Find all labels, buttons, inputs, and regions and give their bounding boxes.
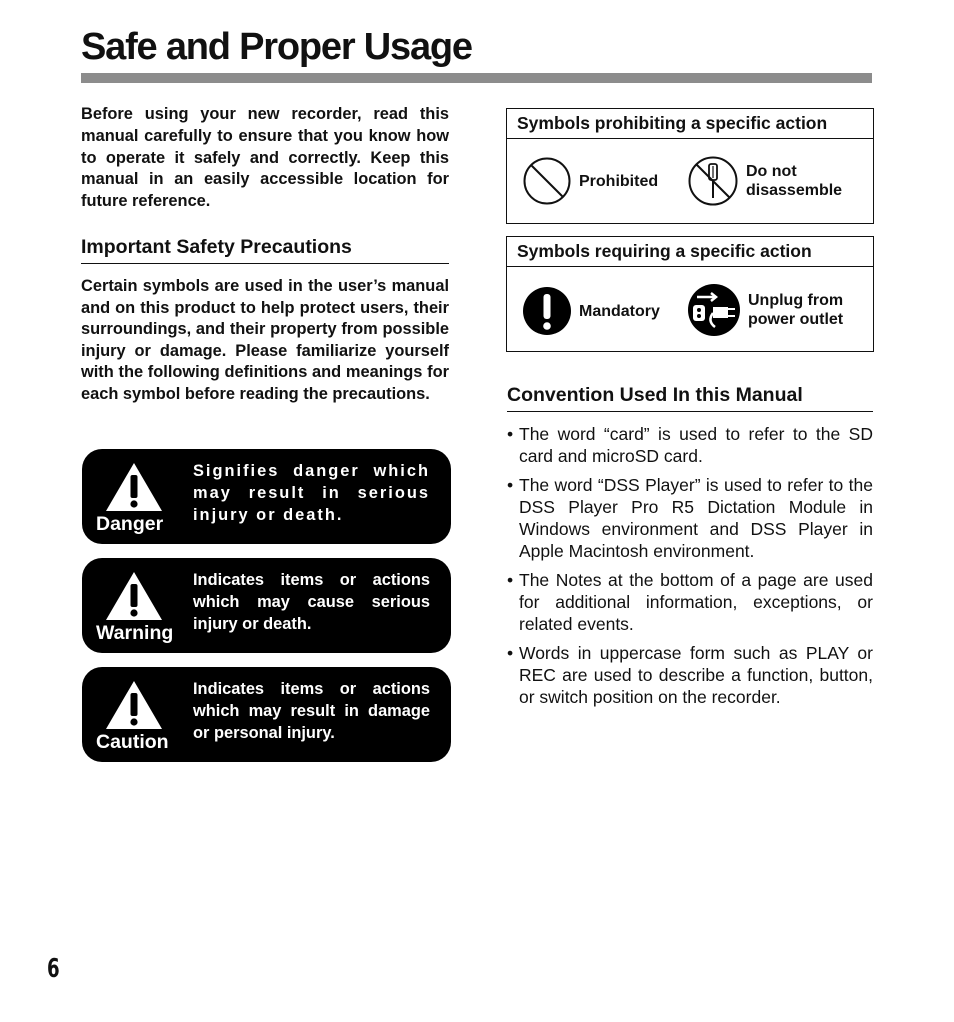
list-item: • The Notes at the bottom of a page are used for additional information, exceptions, or related events. xyxy=(507,570,873,634)
caution-desc: Indicates items or actions which may result in damage or personal injury. xyxy=(193,680,430,742)
unplug-label: Unplug from power outlet xyxy=(748,292,844,328)
mandatory-icon xyxy=(522,286,572,336)
list-item: • Words in uppercase form such as PLAY or REC are used to describe a function, button, or switch position on the recorder. xyxy=(507,643,873,707)
unplug-symbol xyxy=(687,283,858,337)
caution-label: Caution xyxy=(96,731,169,753)
prohibited-icon xyxy=(522,156,572,206)
danger-label: Danger xyxy=(96,513,164,535)
page-title: Safe and Proper Usage xyxy=(81,26,472,68)
bullet-icon: • xyxy=(507,424,514,444)
bullet-icon: • xyxy=(507,475,514,495)
page-number: 6 xyxy=(47,954,60,984)
do-not-disassemble-symbol xyxy=(687,155,856,207)
do-not-disassemble-icon xyxy=(687,155,739,207)
prohibit-symbols-box xyxy=(506,108,874,224)
caution-panel xyxy=(82,667,451,762)
bullet-icon: • xyxy=(507,643,514,663)
warning-triangle-icon xyxy=(104,461,164,513)
bullet-icon: • xyxy=(507,570,514,590)
safety-heading: Important Safety Precautions xyxy=(81,236,449,264)
danger-desc: Signifies danger which may result in serious injury or death. xyxy=(193,462,430,524)
danger-panel xyxy=(82,449,451,544)
warning-panel xyxy=(82,558,451,653)
warning-label: Warning xyxy=(96,622,174,644)
intro-paragraph: Before using your new recorder, read this manual carefully to ensure that you know how to operate it safely and correctly. Keep this manual in an easily accessible location for future reference. xyxy=(81,105,449,211)
title-rule xyxy=(81,73,872,83)
require-box-heading: Symbols requiring a specific action xyxy=(507,237,873,267)
convention-list xyxy=(507,423,873,715)
mandatory-label: Mandatory xyxy=(579,302,660,320)
warning-desc: Indicates items or actions which may cause serious injury or death. xyxy=(193,571,430,633)
do-not-disassemble-label: Do not disassemble xyxy=(746,163,843,199)
warning-triangle-icon xyxy=(104,679,164,731)
list-item: • The word “card” is used to refer to the SD card and microSD card. xyxy=(507,424,873,466)
require-symbols-box xyxy=(506,236,874,352)
convention-heading: Convention Used In this Manual xyxy=(507,384,873,412)
prohibit-box-heading: Symbols prohibiting a specific action xyxy=(507,109,873,139)
list-item: • The word “DSS Player” is used to refer to the DSS Player Pro R5 Dictation Module in Windows environment and DSS Player in Apple Macintosh environment. xyxy=(507,475,873,561)
prohibited-label: Prohibited xyxy=(579,172,659,190)
prohibited-symbol xyxy=(522,156,658,206)
warning-triangle-icon xyxy=(104,570,164,622)
mandatory-symbol xyxy=(522,286,660,336)
safety-text: Certain symbols are used in the user’s manual and on this product to help protect users, their surroundings, and their property from possible injury or damage. Please familiarize yourself with the following definitions and meanings for each symbol before reading the precautions. xyxy=(81,277,449,403)
unplug-icon xyxy=(687,283,741,337)
